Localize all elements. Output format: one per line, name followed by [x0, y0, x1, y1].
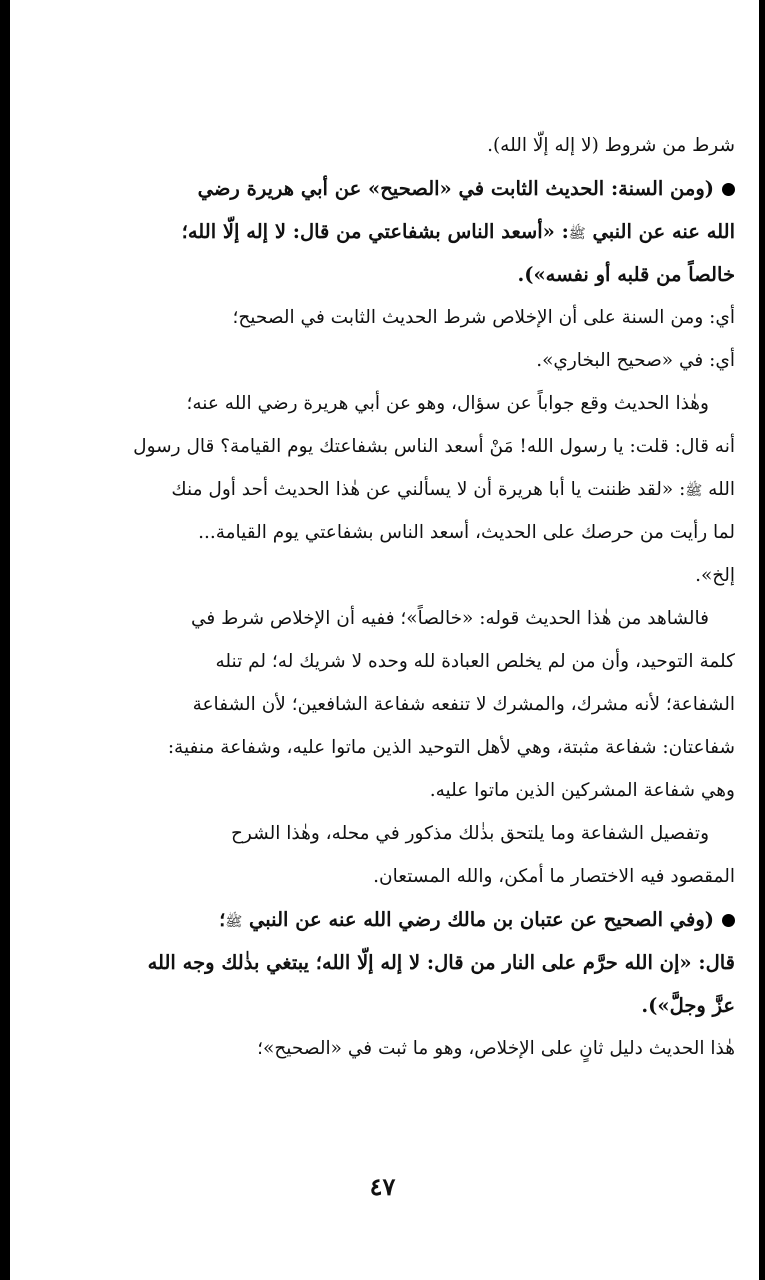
text-line: وتفصيل الشفاعة وما يلتحق بذٰلك مذكور في محله، وهٰذا الشرح: [230, 823, 709, 844]
bullet-icon: [722, 183, 735, 196]
salutation-glyph: ﷺ: [225, 914, 243, 930]
text-line: [52, 468, 735, 511]
paragraph-explanation: [52, 296, 735, 382]
text-segment: الله عنه عن النبي: [592, 220, 735, 243]
paragraph-context: [52, 382, 735, 597]
text-line: لما رأيت من حرصك على الحديث، أسعد الناس بشفاعتي يوم القيامة...: [198, 522, 735, 543]
text-line: [52, 210, 735, 253]
text-segment: ؛: [219, 908, 226, 931]
scan-edge-left: [0, 0, 10, 1280]
text-line: أي: ومن السنة على أن الإخلاص شرط الحديث الثابت في الصحيح؛: [232, 307, 735, 328]
text-segment: : «لقد ظننت يا أبا هريرة أن لا يسألني عن هٰذا الحديث أحد أول منك: [171, 479, 686, 500]
text-line: أي: في «صحيح البخاري».: [536, 350, 735, 371]
text-line: المقصود فيه الاختصار ما أمكن، والله المستعان.: [373, 866, 735, 887]
text-line: كلمة التوحيد، وأن من لم يخلص العبادة لله وحده لا شريك له؛ لم تنله: [215, 651, 735, 672]
text-line: أنه قال: قلت: يا رسول الله! مَنْ أسعد الناس بشفاعتك يوم القيامة؟ قال رسول: [133, 436, 735, 457]
paragraph-hadith-itban: [52, 898, 735, 1027]
salutation-glyph: ﷺ: [685, 483, 703, 499]
text-line: فالشاهد من هٰذا الحديث قوله: «خالصاً»؛ ففيه أن الإخلاص شرط في: [190, 608, 709, 629]
text-line: إلخ».: [695, 565, 735, 586]
text-line: [52, 167, 735, 210]
text-segment: : «أسعد الناس بشفاعتي من قال: لا إله إلّا الله؛: [181, 220, 569, 243]
text-line: شفاعتان: شفاعة مثبتة، وهي لأهل التوحيد الذين ماتوا عليه، وشفاعة منفية:: [167, 737, 735, 758]
paragraph-hadith-abu-hurairah: [52, 167, 735, 296]
salutation-glyph: ﷺ: [568, 226, 586, 242]
text-segment: الله: [708, 479, 735, 500]
text-line: قال: «إن الله حرَّم على النار من قال: لا إله إلّا الله؛ يبتغي بذٰلك وجه الله: [147, 951, 735, 974]
text-line: خالصاً من قلبه أو نفسه»).: [517, 263, 735, 286]
page-number: ٤٧: [369, 1172, 396, 1201]
text-line: [52, 898, 735, 941]
scan-edge-right: [759, 0, 765, 1280]
paragraph-evidence: [52, 597, 735, 812]
bullet-icon: [722, 914, 735, 927]
text-line: وهٰذا الحديث وقع جواباً عن سؤال، وهو عن أبي هريرة رضي الله عنه؛: [186, 393, 709, 414]
text-segment: (ومن السنة: الحديث الثابت في «الصحيح» عن أبي هريرة رضي: [197, 177, 714, 200]
paragraph-details: [52, 812, 735, 898]
page-body: [52, 124, 735, 1070]
text-line: الشفاعة؛ لأنه مشرك، والمشرك لا تنفعه شفاعة الشافعين؛ لأن الشفاعة: [192, 694, 735, 715]
text-line: شرط من شروط (لا إله إلّا الله).: [487, 135, 735, 156]
text-segment: (وفي الصحيح عن عتبان بن مالك رضي الله عنه عن النبي: [249, 908, 714, 931]
text-line: هٰذا الحديث دليل ثانٍ على الإخلاص، وهو ما ثبت في «الصحيح»؛: [257, 1038, 735, 1059]
text-line: وهي شفاعة المشركين الذين ماتوا عليه.: [429, 780, 735, 801]
paragraph-second-evidence: [52, 1027, 735, 1070]
paragraph-continuation: [52, 124, 735, 167]
text-line: عزَّ وجلَّ»).: [641, 994, 735, 1017]
